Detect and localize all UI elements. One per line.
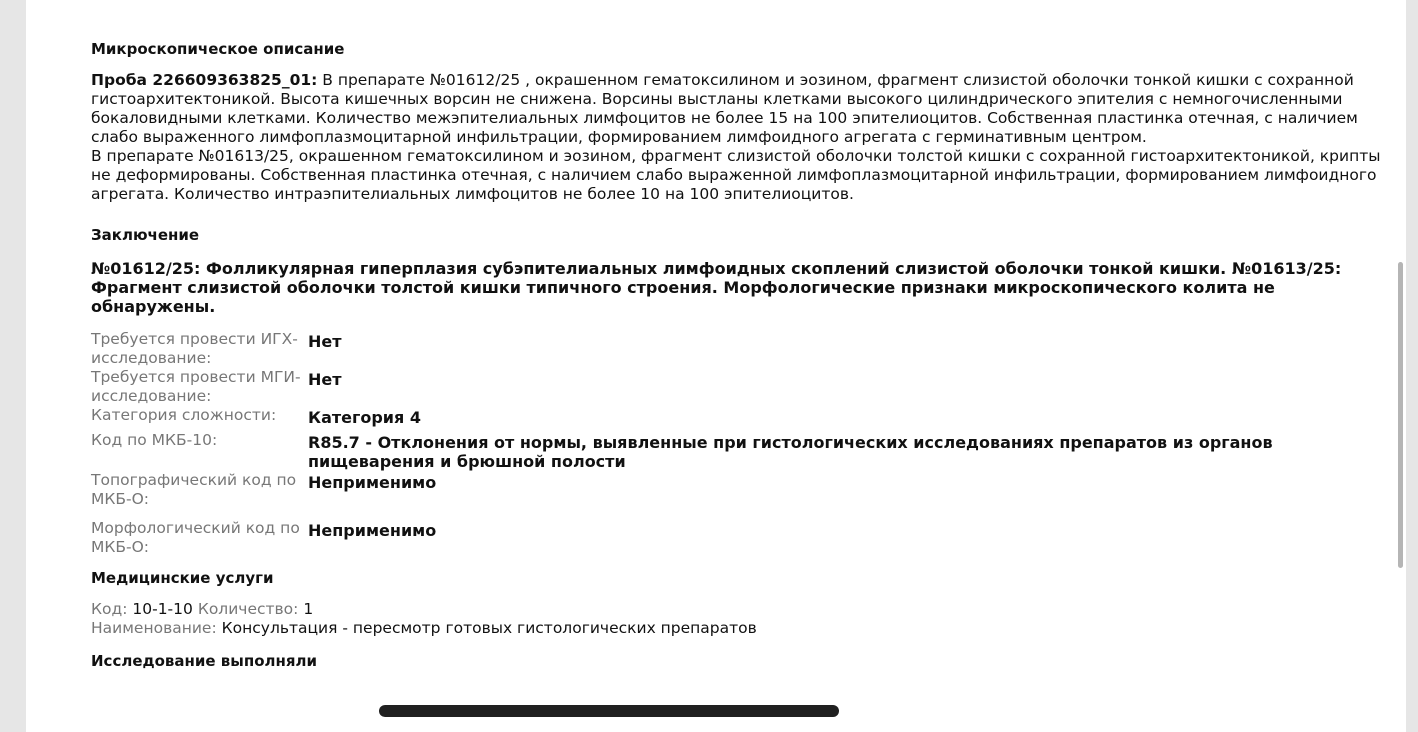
service-code-value: 10-1-10: [132, 600, 193, 618]
field-label: Код по МКБ-10:: [91, 431, 218, 449]
service-code-line: [91, 600, 1391, 619]
field-value: Неприменимо: [308, 473, 437, 492]
services-title: Медицинские услуги: [91, 569, 274, 587]
field-row-igh: [91, 330, 1391, 368]
field-value: Неприменимо: [308, 521, 437, 540]
field-value: Категория 4: [308, 408, 421, 427]
field-row-icd10: [91, 431, 1391, 471]
field-value: Нет: [308, 370, 342, 389]
report-content: [91, 40, 1391, 671]
service-qty-value: 1: [303, 600, 314, 618]
sample-label: Проба 226609363825_01:: [91, 71, 318, 89]
service-qty-label: Количество:: [197, 600, 299, 618]
field-label: Требуется провести МГИ-исследование:: [91, 368, 301, 405]
service-name-line: [91, 619, 1391, 638]
field-row-topo: [91, 471, 1391, 509]
fields-list: [91, 330, 1391, 557]
field-value: Нет: [308, 332, 342, 351]
field-label: Категория сложности:: [91, 406, 277, 424]
document-page: [26, 0, 1406, 732]
service-code-label: Код:: [91, 600, 128, 618]
field-label: Топографический код по МКБ-О:: [91, 471, 297, 508]
service-name-label: Наименование:: [91, 619, 217, 637]
redaction-bar: [379, 705, 839, 717]
microscopic-text-1: В препарате №01612/25 , окрашенном гематоксилином и эозином, фрагмент слизистой оболочки тонкой кишки с сохранной гистоархитектоникой. Высота кишечных ворсин не снижена. Ворсины выстланы клетками высокого цилиндрического эпителия с немногочисленными бокаловидными клетками. Количество межэпителиальных лимфоцитов не более 15 на 100 эпителиоцитов. Собственная пластинка отечная, с наличием слабо выраженного лимфоплазмоцитарной инфильтрации, формированием лимфоидного агрегата с герминативным центром.: [91, 71, 1358, 146]
microscopic-title: Микроскопическое описание: [91, 40, 345, 58]
field-label: Морфологический код по МКБ-О:: [91, 519, 300, 556]
field-value: R85.7 - Отклонения от нормы, выявленные при гистологических исследованиях препаратов из органов пищеварения и брюшной полости: [308, 433, 1273, 471]
field-label: Требуется провести ИГХ-исследование:: [91, 330, 298, 367]
conclusion-text: №01612/25: Фолликулярная гиперплазия субэпителиальных лимфоидных скоплений слизистой оболочки тонкой кишки. №01613/25: Фрагмент слизистой оболочки толстой кишки типичного строения. Морфологические признаки микроскопического колита не обнаружены.: [91, 259, 1342, 316]
conclusion-title: Заключение: [91, 226, 200, 244]
microscopic-paragraph-2: В препарате №01613/25, окрашенном гематоксилином и эозином, фрагмент слизистой оболочки толстой кишки с сохранной гистоархитектоникой, крипты не деформированы. Собственная пластинка отечная, с наличием слабо выраженной лимфоплазмоцитарной инфильтрации, формированием лимфоидного агрегата. Количество интраэпителиальных лимфоцитов не более 10 на 100 эпителиоцитов.: [91, 147, 1381, 203]
field-row-morph: [91, 519, 1391, 557]
field-row-complexity: [91, 406, 1391, 427]
performed-title: Исследование выполняли: [91, 652, 318, 670]
microscopic-paragraph-1: [91, 71, 1391, 147]
scrollbar-thumb[interactable]: [1398, 262, 1403, 568]
field-row-mgi: [91, 368, 1391, 406]
vertical-scrollbar[interactable]: [1394, 0, 1406, 732]
service-name-value: Консультация - пересмотр готовых гистологических препаратов: [221, 619, 757, 637]
